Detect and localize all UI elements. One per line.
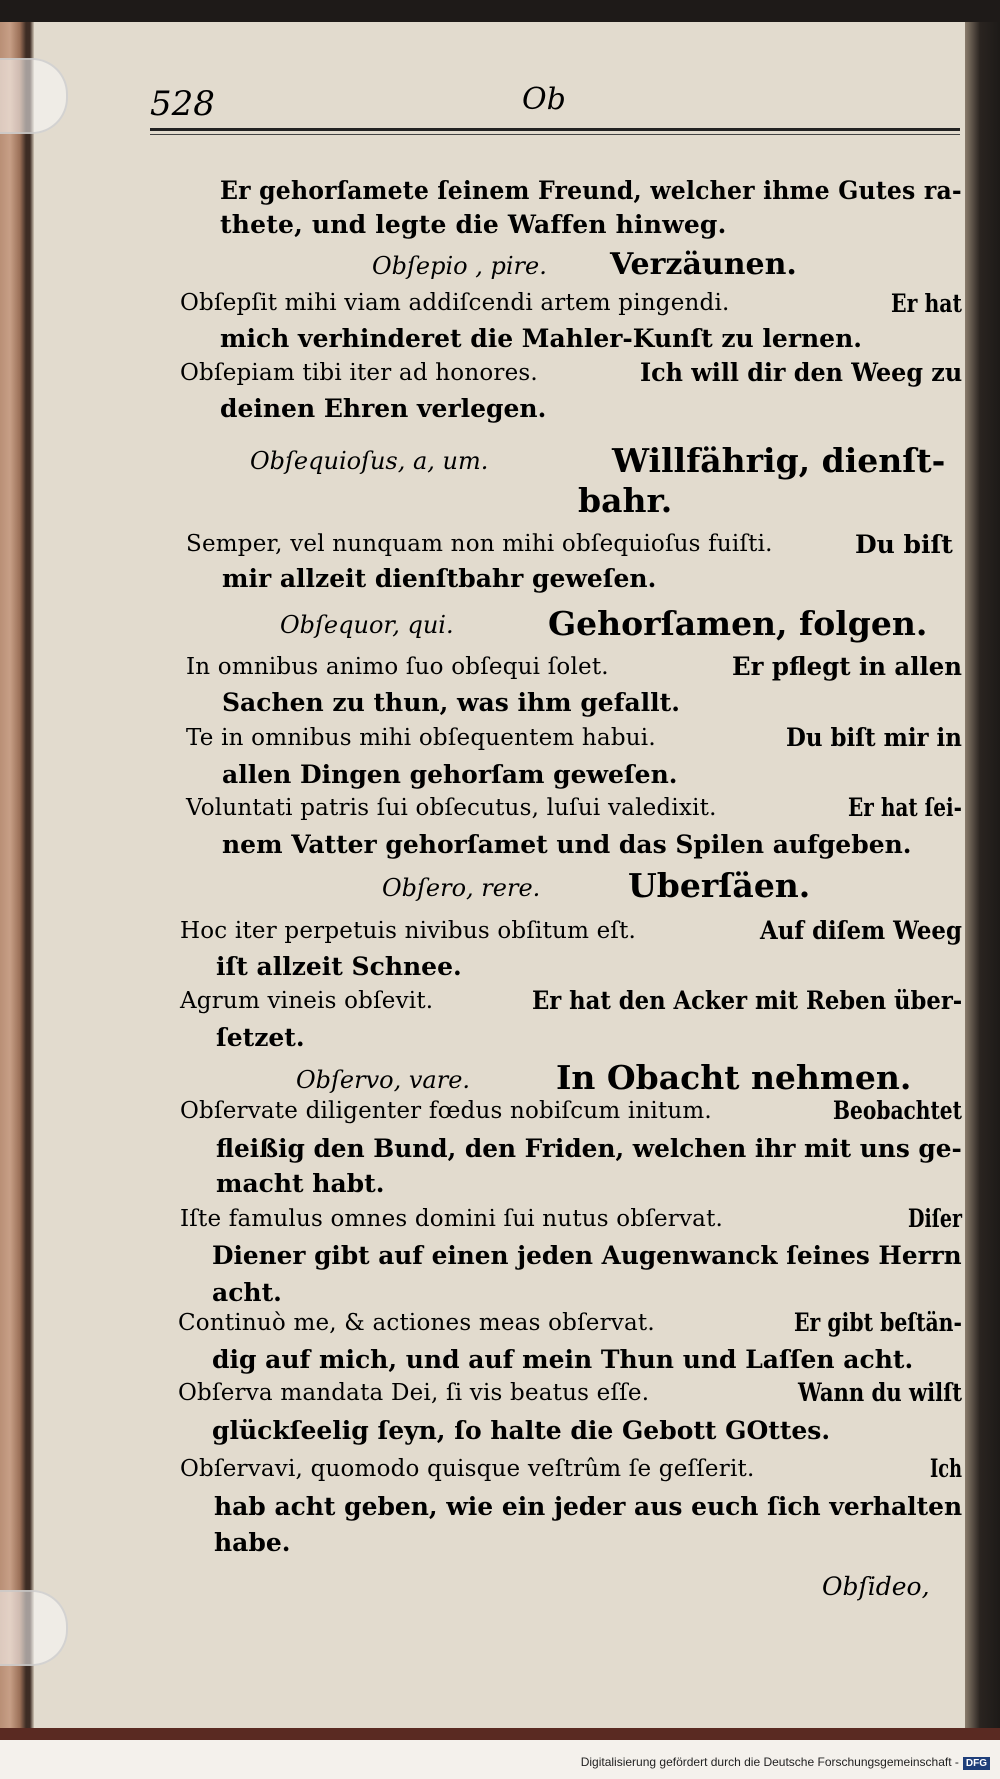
german-translation: Er hat bbox=[891, 289, 962, 318]
german-translation: Er hat den Acker mit Reben über- bbox=[532, 986, 963, 1015]
german-translation: Beobachtet bbox=[833, 1096, 962, 1125]
entry-translation: Willfährig, dienſt- bbox=[612, 441, 946, 480]
german-translation: Du biſt mir in bbox=[786, 723, 962, 752]
german-translation: deinen Ehren verlegen. bbox=[220, 394, 547, 423]
latin-example: Obſepiam tibi iter ad honores. bbox=[180, 360, 538, 386]
entry-translation: Uberſäen. bbox=[628, 866, 811, 905]
latin-example: Obſerva mandata Dei, ſi vis beatus eſſe. bbox=[178, 1380, 650, 1406]
german-translation: mir allzeit dienſtbahr geweſen. bbox=[222, 564, 657, 593]
page-clip-bottom bbox=[0, 1590, 68, 1666]
text-line: thete, und legte die Waffen hinweg. bbox=[220, 210, 727, 239]
german-translation: Ich bbox=[930, 1454, 963, 1483]
german-translation: hab acht geben, wie ein jeder aus euch ſich verhalten bbox=[214, 1492, 963, 1521]
german-translation: Er gibt beſtän- bbox=[794, 1308, 962, 1337]
german-translation: mich verhinderet die Mahler-Kunſt zu lernen. bbox=[220, 324, 862, 353]
entry-headword: Obſepio , pire. bbox=[372, 252, 547, 280]
german-translation: Sachen zu thun, was ihm gefallt. bbox=[222, 688, 680, 717]
german-translation: acht. bbox=[212, 1278, 282, 1307]
page-number: 528 bbox=[150, 84, 215, 124]
german-translation: Ich will dir den Weeg zu bbox=[640, 358, 963, 387]
page-clip-top bbox=[0, 58, 68, 134]
header-rule-thin bbox=[150, 134, 960, 135]
german-translation: iſt allzeit Schnee. bbox=[216, 952, 462, 981]
german-translation: Diſer bbox=[908, 1204, 962, 1233]
german-translation: Wann du wilſt bbox=[798, 1378, 963, 1407]
german-translation: Diener gibt auf einen jeden Augenwanck ſeines Herrn bbox=[212, 1241, 962, 1270]
german-translation: ſetzet. bbox=[216, 1023, 305, 1052]
german-translation: glückſeelig ſeyn, ſo halte die Gebott GOttes. bbox=[212, 1416, 831, 1445]
header-rule bbox=[150, 128, 960, 131]
latin-example: Agrum vineis obſevit. bbox=[180, 988, 434, 1014]
entry-translation: In Obacht nehmen. bbox=[556, 1058, 912, 1097]
latin-example: Obſervavi, quomodo quisque veſtrûm ſe geſſerit. bbox=[180, 1456, 755, 1482]
latin-example: Iſte famulus omnes domini ſui nutus obſervat. bbox=[180, 1206, 724, 1232]
latin-example: Obſervate diligenter fœdus nobiſcum initum. bbox=[180, 1098, 712, 1124]
german-translation: Du biſt bbox=[855, 530, 953, 559]
running-head: Ob bbox=[522, 82, 566, 117]
latin-example: Semper, vel nunquam non mihi obſequioſus fuiſti. bbox=[186, 531, 773, 557]
german-translation: dig auf mich, und auf mein Thun und Laſſen acht. bbox=[212, 1345, 914, 1374]
entry-translation: Verzäunen. bbox=[610, 247, 797, 282]
credit-text: Digitalisierung gefördert durch die Deutsche Forschungsgemeinschaft - bbox=[580, 1755, 959, 1769]
top-edge bbox=[0, 0, 1000, 22]
text-line: Er gehorſamete ſeinem Freund, welcher ihme Gutes ra- bbox=[220, 176, 962, 205]
german-translation: Er pflegt in allen bbox=[732, 652, 962, 681]
german-translation: habe. bbox=[214, 1528, 291, 1557]
german-translation: nem Vatter gehorſamet und das Spilen aufgeben. bbox=[222, 830, 912, 859]
german-translation: Er hat ſei- bbox=[848, 793, 962, 822]
catchword: Obſideo, bbox=[822, 1572, 930, 1601]
dfg-logo: DFG bbox=[963, 1757, 990, 1770]
page-header bbox=[150, 76, 960, 126]
latin-example: Continuò me, & actiones meas obſervat. bbox=[178, 1310, 655, 1336]
latin-example: Obſepſit mihi viam addiſcendi artem pingendi. bbox=[180, 290, 730, 316]
german-translation: Auf diſem Weeg bbox=[760, 916, 962, 945]
german-translation: macht habt. bbox=[216, 1169, 385, 1198]
german-translation: allen Dingen gehorſam geweſen. bbox=[222, 760, 678, 789]
latin-example: Te in omnibus mihi obſequentem habui. bbox=[186, 725, 656, 751]
german-translation: fleißig den Bund, den Friden, welchen ihr mit uns ge- bbox=[216, 1134, 962, 1163]
entry-headword: Obſequor, qui. bbox=[280, 611, 454, 639]
latin-example: Voluntati patris ſui obſecutus, luſui valedixit. bbox=[186, 795, 717, 821]
entry-headword: Obſequioſus, a, um. bbox=[250, 447, 489, 475]
latin-example: Hoc iter perpetuis nivibus obſitum eſt. bbox=[180, 918, 637, 944]
digitization-credit bbox=[0, 1755, 990, 1770]
entry-headword: Obſervo, vare. bbox=[296, 1066, 471, 1094]
latin-example: In omnibus animo ſuo obſequi ſolet. bbox=[186, 654, 609, 680]
entry-translation: Gehorſamen, folgen. bbox=[548, 604, 928, 643]
entry-headword: Obſero, rere. bbox=[382, 874, 541, 902]
entry-translation: bahr. bbox=[578, 481, 673, 520]
